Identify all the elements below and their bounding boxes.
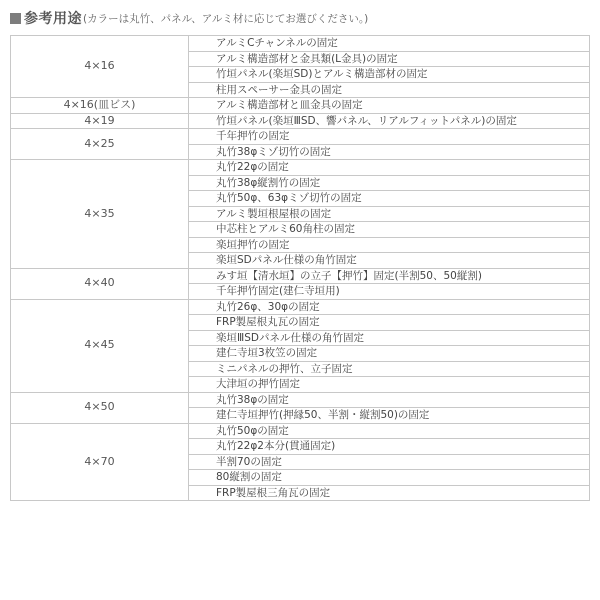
table-row bbox=[11, 160, 590, 176]
usage-cell: 80縦割の固定 bbox=[189, 470, 590, 486]
usage-cell: 柱用スペーサー金具の固定 bbox=[189, 82, 590, 98]
usage-cell: 中芯柱とアルミ60角柱の固定 bbox=[189, 222, 590, 238]
usage-cell: 丸竹38φの固定 bbox=[189, 392, 590, 408]
heading-title: 参考用途 bbox=[24, 11, 82, 27]
usage-cell: 楽垣ⅢSDパネル仕様の角竹固定 bbox=[189, 330, 590, 346]
screw-size-cell: 4×45 bbox=[11, 299, 189, 392]
screw-size-cell: 4×50 bbox=[11, 392, 189, 423]
usage-cell: ミニパネルの押竹、立子固定 bbox=[189, 361, 590, 377]
screw-size-cell: 4×16 bbox=[11, 36, 189, 98]
usage-cell: 丸竹22φ2本分(貫通固定) bbox=[189, 439, 590, 455]
usage-cell: アルミ構造部材と皿金具の固定 bbox=[189, 98, 590, 114]
table-row bbox=[11, 36, 590, 52]
usage-cell: 大津垣の押竹固定 bbox=[189, 377, 590, 393]
heading-note: (カラーは丸竹、パネル、アルミ材に応じてお選びください。) bbox=[83, 12, 369, 25]
usage-cell: 丸竹50φ、63φミゾ切竹の固定 bbox=[189, 191, 590, 207]
table-row bbox=[11, 113, 590, 129]
usage-cell: 楽垣SDパネル仕様の角竹固定 bbox=[189, 253, 590, 269]
usage-cell: 丸竹26φ、30φの固定 bbox=[189, 299, 590, 315]
usage-cell: 楽垣押竹の固定 bbox=[189, 237, 590, 253]
screw-size-cell: 4×16(皿ビス) bbox=[11, 98, 189, 114]
table-row bbox=[11, 268, 590, 284]
table-row bbox=[11, 98, 590, 114]
section-heading bbox=[10, 8, 368, 28]
usage-cell: 千年押竹の固定 bbox=[189, 129, 590, 145]
screw-size-cell: 4×70 bbox=[11, 423, 189, 501]
usage-cell: 竹垣パネル(楽垣ⅢSD、響パネル、リアルフィットパネル)の固定 bbox=[189, 113, 590, 129]
usage-cell: アルミ製垣根屋根の固定 bbox=[189, 206, 590, 222]
usage-table bbox=[10, 35, 590, 501]
heading-square-icon bbox=[10, 13, 21, 24]
usage-cell: 竹垣パネル(楽垣SD)とアルミ構造部材の固定 bbox=[189, 67, 590, 83]
table-row bbox=[11, 129, 590, 145]
screw-size-cell: 4×40 bbox=[11, 268, 189, 299]
table-row bbox=[11, 299, 590, 315]
usage-cell: 丸竹38φミゾ切竹の固定 bbox=[189, 144, 590, 160]
usage-cell: アルミCチャンネルの固定 bbox=[189, 36, 590, 52]
usage-cell: 建仁寺垣押竹(押縁50、半割・縦割50)の固定 bbox=[189, 408, 590, 424]
usage-cell: みす垣【清水垣】の立子【押竹】固定(半割50、50縦割) bbox=[189, 268, 590, 284]
usage-cell: FRP製屋根丸瓦の固定 bbox=[189, 315, 590, 331]
usage-cell: 半割70の固定 bbox=[189, 454, 590, 470]
usage-cell: 丸竹22φの固定 bbox=[189, 160, 590, 176]
usage-cell: 丸竹50φの固定 bbox=[189, 423, 590, 439]
table-row bbox=[11, 423, 590, 439]
usage-cell: 千年押竹固定(建仁寺垣用) bbox=[189, 284, 590, 300]
screw-size-cell: 4×19 bbox=[11, 113, 189, 129]
screw-size-cell: 4×25 bbox=[11, 129, 189, 160]
usage-cell: 丸竹38φ縦割竹の固定 bbox=[189, 175, 590, 191]
usage-cell: 建仁寺垣3枚笠の固定 bbox=[189, 346, 590, 362]
usage-cell: アルミ構造部材と金具類(L金具)の固定 bbox=[189, 51, 590, 67]
usage-table-body bbox=[11, 36, 590, 501]
table-row bbox=[11, 392, 590, 408]
screw-size-cell: 4×35 bbox=[11, 160, 189, 269]
usage-cell: FRP製屋根三角瓦の固定 bbox=[189, 485, 590, 501]
